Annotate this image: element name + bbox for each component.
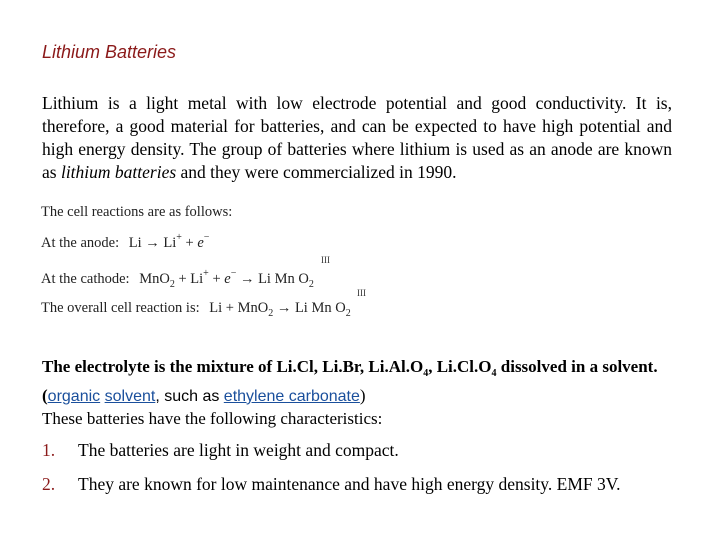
arrow-icon: →: [145, 235, 160, 251]
oxidation-state-label: III: [321, 255, 330, 265]
arrow-icon: →: [276, 300, 292, 316]
characteristics-intro: These batteries have the following characteristics:: [42, 409, 383, 428]
list-text: They are known for low maintenance and have high energy density. EMF 3V.: [78, 474, 621, 494]
intro-paragraph: [42, 92, 672, 184]
reactions-heading: The cell reactions are as follows:: [41, 204, 233, 220]
link-organic[interactable]: organic: [47, 388, 101, 405]
overall-label: The overall cell reaction is:: [41, 300, 200, 316]
anode-reaction: [41, 232, 209, 252]
electrolyte-paragraph: The electrolyte is the mixture of Li.Cl, Li.Br, $Li.Al.O_4$, $Li.Cl.O_4$ dissolved in a solvent. (organic solvent, such as ethylene carbonate) These batteries have the following characteristics:: [42, 357, 658, 428]
oxidation-state-label: III: [357, 288, 366, 298]
cathode-reaction: [41, 268, 314, 290]
link-solvent[interactable]: solvent: [104, 388, 156, 405]
list-number: 1.: [42, 440, 56, 460]
list-number: 2.: [42, 474, 56, 494]
slide-title: Lithium Batteries: [42, 42, 177, 62]
cathode-label: At the cathode:: [41, 271, 130, 287]
link-ethylene-carbonate[interactable]: ethylene carbonate: [223, 388, 360, 405]
arrow-icon: →: [239, 271, 255, 287]
list-text: The batteries are light in weight and compact.: [78, 440, 399, 460]
intro-text-1: Lithium is a light metal with low electrode potential and good conductivity. It is, therefore, a good material for batteries, and can be expected to have high potential and high energy density. The group of batteries where lithium is used as an anode are known as: [42, 93, 672, 182]
anode-label: At the anode:: [41, 235, 120, 251]
overall-equation: Li + MnO$_2$ → Li Mn $O_2$: [209, 300, 351, 319]
intro-italic-term: lithium batteries: [60, 162, 177, 182]
intro-text-2: and they were commercialized in 1990.: [176, 162, 457, 182]
cathode-equation: MnO$_2$ + Li+ + e− → Li Mn $O_2$: [139, 268, 314, 290]
anode-equation: Li → Li+ + e−: [128, 232, 210, 251]
overall-reaction: [41, 300, 351, 319]
